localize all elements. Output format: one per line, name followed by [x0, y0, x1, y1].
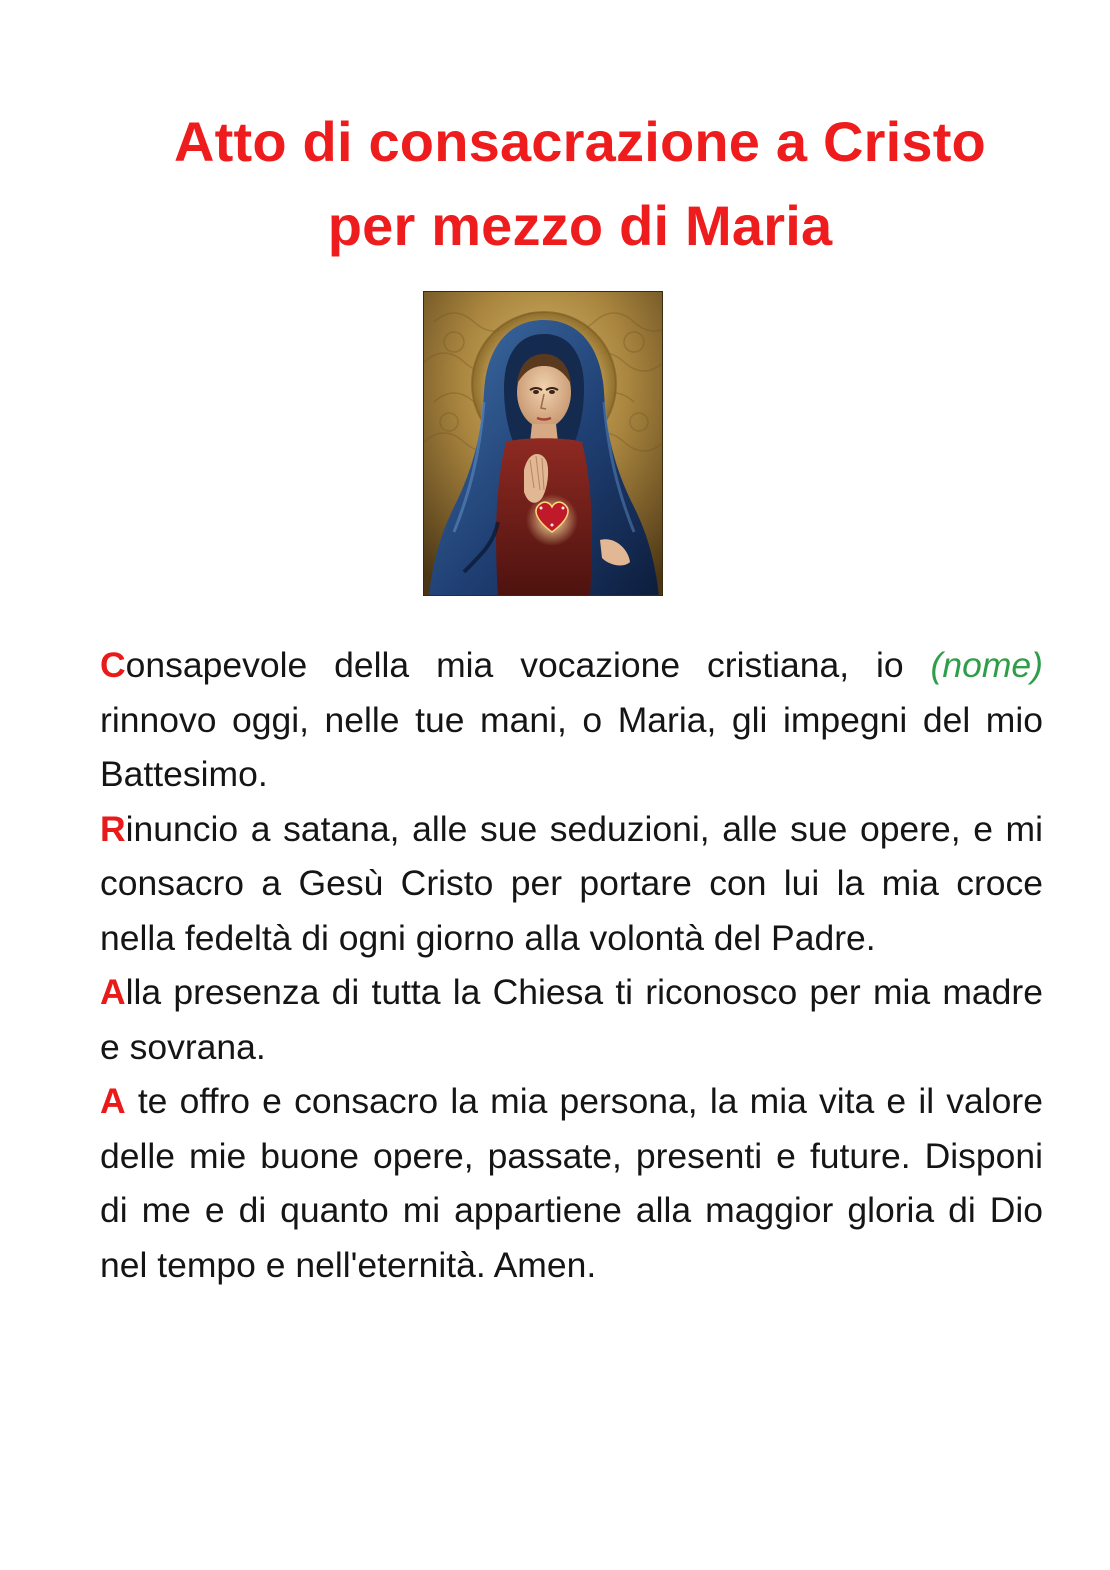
prayer-text [100, 638, 1043, 1292]
paragraph-2-text: inuncio a satana, alle sue seduzioni, alle sue opere, e mi consacro a Gesù Cristo per portare con lui la mia croce nella fedeltà di ogni giorno alla volontà del Padre. [100, 808, 1043, 958]
page-title [60, 100, 1100, 268]
drop-initial-r: R [100, 808, 126, 849]
drop-initial-a: A [100, 972, 126, 1012]
drop-initial-c: C [100, 645, 126, 685]
paragraph-3 [100, 965, 1043, 1074]
paragraph-3-text: lla presenza di tutta la Chiesa ti riconosco per mia madre e sovrana. [100, 972, 1043, 1067]
title-line-2: per mezzo di Maria [327, 194, 833, 257]
paragraph-1 [100, 638, 1043, 802]
title-line-1: Atto di consacrazione a Cristo [174, 110, 986, 173]
paragraph-2 [100, 802, 1043, 966]
paragraph-4 [100, 1074, 1043, 1292]
paragraph-1-lead: onsapevole della mia vocazione cristiana, io [125, 645, 931, 685]
madonna-immaculate-heart-icon [423, 291, 663, 596]
paragraph-4-text: te offro e consacro la mia persona, la mia vita e il valore delle mie buone opere, passate, presenti e future. Disponi di me e di quanto mi appartiene alla maggior gloria di Dio nel tempo e nell'eternità. Amen. [100, 1081, 1043, 1285]
paragraph-1-text: rinnovo oggi, nelle tue mani, o Maria, gli impegni del mio Battesimo. [100, 699, 1043, 794]
name-placeholder: (nome) [930, 645, 1043, 685]
drop-initial-a-2: A [100, 1081, 126, 1121]
